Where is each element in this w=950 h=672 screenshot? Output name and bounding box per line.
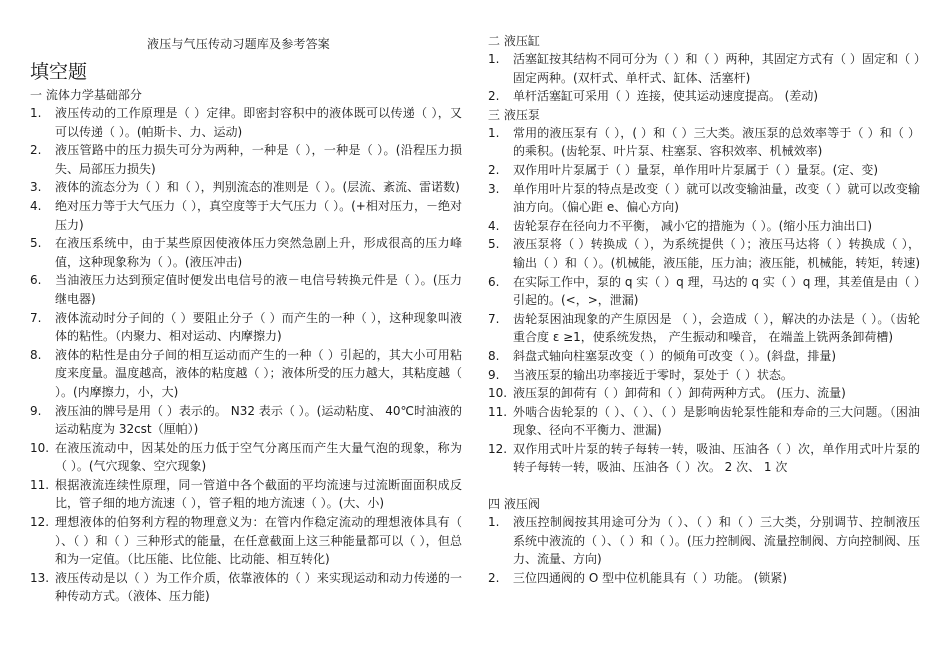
- question-text: 齿轮泵困油现象的产生原因是 （ ），会造成（ ），解决的办法是（ ）。（齿轮重合度 ε ≥1，使系统发热， 产生振动和噪音， 在端盖上铣两条卸荷槽): [513, 311, 920, 345]
- section-gap: [488, 477, 920, 495]
- question-number: 5.: [30, 236, 42, 251]
- question-item: [30, 476, 462, 513]
- question-number: 8.: [488, 348, 500, 363]
- question-number: 5.: [488, 237, 500, 252]
- question-item: [30, 271, 462, 308]
- question-number: 2.: [30, 143, 42, 158]
- question-text: 在液压流动中，因某处的压力低于空气分离压而产生大量气泡的现象，称为（ ）。(气穴现象、空穴现象): [55, 440, 462, 474]
- question-item: [30, 513, 462, 569]
- question-item: [488, 569, 920, 588]
- question-text: 三位四通阀的 O 型中位机能具有（ ）功能。 (锁紧): [513, 570, 788, 585]
- question-item: [488, 440, 920, 477]
- question-text: 液压泵将（ ）转换成（ ），为系统提供（ ）；液压马达将（ ）转换成（ ），输出（ ）和（ ）。(机械能，液压能，压力油；液压能，机械能，转矩，转速): [513, 237, 920, 270]
- question-item: [488, 310, 920, 347]
- question-text: 当液压泵的输出功率接近于零时，泵处于（ ）状态。: [513, 367, 793, 382]
- question-item: [30, 346, 462, 402]
- question-number: 12.: [488, 441, 508, 456]
- section-3-heading: 三 液压泵: [488, 107, 540, 122]
- question-item: [30, 141, 462, 178]
- question-number: 3.: [488, 181, 500, 196]
- question-item: [30, 234, 462, 271]
- question-text: 液压控制阀按其用途可分为（ ）、（ ）和（ ）三大类，分别调节、控制液压系统中液流的（ ）、（ ）和（ ）。(压力控制阀、流量控制阀、方向控制阀、压力、流量、方向): [513, 515, 920, 567]
- question-text: 根据液流连续性原理，同一管道中各个截面的平均流速与过流断面面积成反比，管子细的地方流速（ ），管子粗的地方流速（ ）。(大、小): [55, 477, 462, 511]
- section-heading: 填空题: [30, 61, 88, 83]
- question-text: 齿轮泵存在径向力不平衡， 减小它的措施为（ ）。(缩小压力油出口): [513, 218, 872, 233]
- question-text: 活塞缸按其结构不同可分为（ ）和（ ）两种，其固定方式有（ ）固定和（ ）固定两种。(双杆式、单杆式、缸体、活塞杆): [513, 52, 920, 85]
- question-item: [488, 366, 920, 385]
- question-text: 常用的液压泵有（ ），( ）和（ ）三大类。液压泵的总效率等于（ ）和（ ）的乘积。(齿轮泵、叶片泵、柱塞泵、容积效率、机械效率): [513, 125, 920, 159]
- question-number: 8.: [30, 347, 42, 362]
- question-number: 4.: [30, 198, 42, 213]
- question-number: 7.: [30, 310, 42, 325]
- document-title: 液压与气压传动习题库及参考答案: [147, 37, 331, 51]
- question-number: 4.: [488, 218, 500, 233]
- question-text: 当油液压力达到预定值时便发出电信号的液－电信号转换元件是（ ）。(压力继电器): [55, 273, 462, 306]
- question-number: 9.: [30, 403, 42, 418]
- question-text: 单作用叶片泵的特点是改变（ ）就可以改变输油量，改变（ ）就可以改变输油方向。（偏心距 e、偏心方向): [513, 181, 920, 215]
- question-text: 液压管路中的压力损失可分为两种，一种是（ ），一种是（ ）。(沿程压力损失、局部压力损失): [55, 143, 462, 176]
- question-item: [488, 235, 920, 272]
- question-text: 双作用式叶片泵的转子每转一转，吸油、压油各（ ）次，单作用式叶片泵的转子每转一转，吸油、压油各（ ）次。 2 次、 1 次: [513, 441, 920, 475]
- question-text: 理想液体的伯努利方程的物理意义为：在管内作稳定流动的理想液体具有（ ）、（ ）和（ ）三种形式的能量，在任意截面上这三种能量都可以（ ），但总和为一定值。（比压能、比位能、比动能、相互转化): [55, 515, 462, 567]
- question-number: 11.: [30, 477, 50, 492]
- section-1-heading: 一 流体力学基础部分: [30, 88, 142, 102]
- question-number: 3.: [30, 180, 42, 195]
- question-number: 2.: [488, 162, 500, 177]
- question-text: 液压传动是以（ ）为工作介质，依靠液体的（ ）来实现运动和动力传递的一种传动方式。（液体、压力能): [55, 570, 462, 604]
- question-text: 外啮合齿轮泵的（ ）、（ ）、（ ）是影响齿轮泵性能和寿命的三大问题。（困油现象、径向不平衡力、泄漏): [513, 404, 920, 438]
- right-column: [488, 32, 920, 587]
- left-question-list: [30, 104, 462, 606]
- section-2-heading: 二 液压缸: [488, 34, 540, 48]
- question-number: 10.: [488, 386, 508, 401]
- question-text: 液体流动时分子间的（ ）要阻止分子（ ）而产生的一种（ ），这种现象叫液体的粘性。（内聚力、相对运动、内摩擦力): [55, 310, 462, 344]
- question-text: 双作用叶片泵属于（ ）量泵，单作用叶片泵属于（ ）量泵。(定、变): [513, 162, 878, 177]
- question-text: 在液压系统中，由于某些原因使液体压力突然急剧上升，形成很高的压力峰值，这种现象称为（ ）。(液压冲击): [55, 236, 462, 269]
- question-item: [488, 180, 920, 217]
- question-text: 液体的粘性是由分子间的相互运动而产生的一种（ ）引起的，其大小可用粘度来度量。温度越高，液体的粘度越（ ）；液体所受的压力越大，其粘度越（ ）。(内摩擦力，小，大): [55, 347, 462, 399]
- question-item: [488, 161, 920, 180]
- question-number: 1.: [488, 125, 500, 140]
- question-item: [30, 197, 462, 234]
- question-item: [30, 402, 462, 439]
- question-text: 液压油的牌号是用（ ）表示的。 N32 表示（ ）。(运动粘度、 40℃时油液的运动粘度为 32cst（厘帕）): [55, 403, 462, 437]
- question-number: 2.: [488, 570, 500, 585]
- section-4-question-list: [488, 513, 920, 587]
- question-number: 12.: [30, 515, 50, 530]
- left-column: [30, 86, 462, 606]
- question-number: 1.: [488, 515, 500, 530]
- question-item: [488, 347, 920, 366]
- question-text: 绝对压力等于大气压力（ ），真空度等于大气压力（ ）。(+相对压力，－绝对压力): [55, 198, 462, 232]
- question-number: 11.: [488, 404, 508, 419]
- section-4-heading: 四 液压阀: [488, 497, 540, 512]
- question-item: [488, 124, 920, 161]
- question-number: 6.: [488, 274, 500, 289]
- question-number: 10.: [30, 440, 50, 455]
- section-2-question-list: [488, 50, 920, 106]
- question-item: [488, 513, 920, 569]
- question-item: [488, 50, 920, 87]
- question-item: [30, 439, 462, 476]
- question-text: 液压泵的卸荷有（ ）卸荷和（ ）卸荷两种方式。 (压力、流量): [513, 386, 846, 401]
- question-item: [30, 309, 462, 346]
- question-item: [488, 403, 920, 440]
- question-number: 1.: [488, 52, 500, 66]
- question-item: [30, 569, 462, 606]
- question-number: 13.: [30, 570, 50, 585]
- question-text: 斜盘式轴向柱塞泵改变（ ）的倾角可改变（ ）。(斜盘，排量): [513, 348, 836, 363]
- question-text: 在实际工作中，泵的 q 实（ ）q 理，马达的 q 实（ ）q 理，其差值是由（ ）引起的。(<，>，泄漏): [513, 274, 920, 308]
- question-item: [488, 273, 920, 310]
- question-item: [488, 384, 920, 403]
- question-number: 2.: [488, 89, 500, 104]
- section-3-question-list: [488, 124, 920, 477]
- question-text: 单杆活塞缸可采用（ ）连接，使其运动速度提高。 (差动): [513, 89, 818, 104]
- question-item: [488, 87, 920, 106]
- question-number: 9.: [488, 367, 500, 382]
- question-item: [488, 217, 920, 236]
- question-number: 6.: [30, 273, 42, 288]
- question-text: 液压传动的工作原理是（ ）定律。即密封容积中的液体既可以传递（ ），又可以传递（ ）。(帕斯卡、力、运动): [55, 106, 462, 139]
- question-item: [30, 178, 462, 197]
- question-number: 1.: [30, 106, 42, 120]
- question-number: 7.: [488, 311, 500, 326]
- question-item: [30, 104, 462, 141]
- question-text: 液体的流态分为（ ）和（ ），判别流态的准则是（ ）。(层流、紊流、雷诺数): [55, 180, 460, 195]
